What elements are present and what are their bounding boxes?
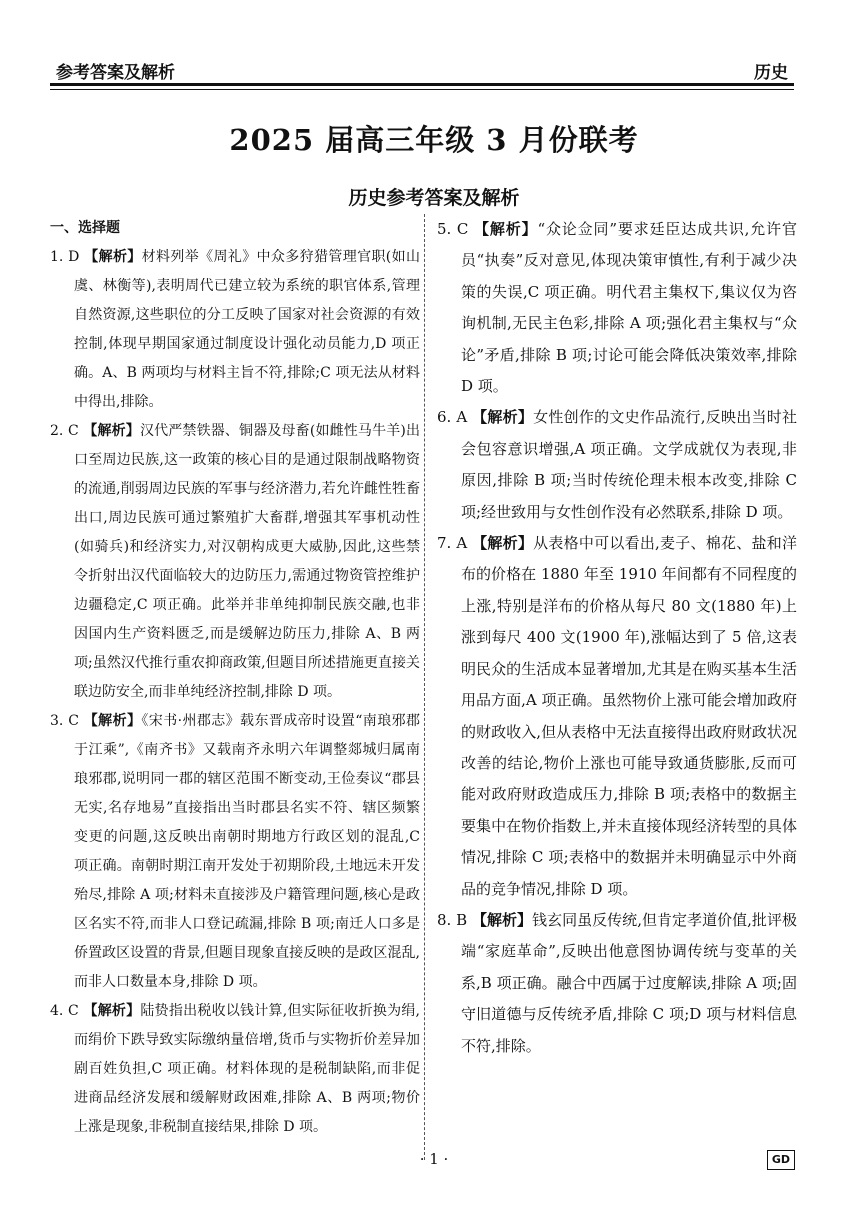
- question-6: 6. A 【解析】女性创作的文史作品流行,反映出当时社会包容意识增强,A 项正确。文学成就仅为表现,非原因,排除 B 项;当时传统伦理未根本改变,排除 C 项;经世致用与女性创作没有必然联系,排除 D 项。: [437, 408, 797, 521]
- region-badge: GD: [767, 1150, 795, 1170]
- column-divider: [424, 214, 425, 1160]
- header-doc-type: 参考答案及解析: [56, 63, 175, 83]
- question-1: 1. D 【解析】材料列举《周礼》中众多狩猎管理官职(如山虞、林衡等),表明周代已建立较为系统的职官体系,管理自然资源,这些职位的分工反映了国家对社会资源的有效控制,体现早期国家通过制度设计强化动员能力,D 项正确。A、B 两项均与材料主旨不符,排除;C 项无法从材料中得出,排除。: [50, 249, 420, 410]
- header-rule-thin: [50, 89, 794, 90]
- left-column: [50, 214, 420, 1142]
- header-subject: 历史: [754, 63, 788, 83]
- question-2: 2. C 【解析】汉代严禁铁器、铜器及母畜(如雌性马牛羊)出口至周边民族,这一政策的核心目的是通过限制战略物资的流通,削弱周边民族的军事与经济潜力,若允许雌性牲畜出口,周边民族可通过繁殖扩大畜群,增强其军事机动性(如骑兵)和经济实力,对汉朝构成更大威胁,因此,这些禁令折射出汉代面临较大的边防压力,需通过物资管控维护边疆稳定,C 项正确。此举并非单纯抑制民族交融,也非因国内生产资料匮乏,而是缓解边防压力,排除 A、B 两项;虽然汉代推行重农抑商政策,但题目所述措施更直接关联边防安全,而非单纯经济控制,排除 D 项。: [50, 423, 420, 700]
- header-rule: [50, 83, 794, 86]
- question-7: 7. A 【解析】从表格中可以看出,麦子、棉花、盐和洋布的价格在 1880 年至 1910 年间都有不同程度的上涨,特别是洋布的价格从每尺 80 文(1880 年)上涨到每尺 400 文(1900 年),涨幅达到了 5 倍,这表明民众的生活成本显著增加,尤其是在购买基本生活用品方面,A 项正确。虽然物价上涨可能会增加政府的财政收入,但从表格中无法直接得出政府财政状况改善的结论,物价上涨也可能导致通货膨胀,反而可能对政府财政造成压力,排除 B 项;表格中的数据主要集中在物价指数上,并未直接体现经济转型的具体情况,排除 C 项;表格中的数据并未明确显示中外商品的竞争情况,排除 D 项。: [437, 534, 797, 898]
- page-title: 2025 届高三年级 3 月份联考: [229, 123, 639, 157]
- question-4: 4. C 【解析】陆贽指出税收以钱计算,但实际征收折换为绢,而绢价下跌导致实际缴纳量倍增,货币与实物折价差异加剧百姓负担,C 项正确。材料体现的是税制缺陷,而非促进商品经济发展和缓解财政困难,排除 A、B 两项;物价上涨是现象,非税制直接结果,排除 D 项。: [50, 1003, 421, 1135]
- section-heading: 一、选择题: [50, 220, 120, 236]
- right-column: [437, 214, 797, 1062]
- page-number: · 1 ·: [419, 1150, 449, 1168]
- question-3: 3. C 【解析】《宋书·州郡志》载东晋成帝时设置“南琅邪郡于江乘”,《南齐书》又载南齐永明六年调整郯城归属南琅邪郡,说明同一郡的辖区范围不断变动,王俭奏议“郡县无实,名存地易”直接指出当时郡县名实不符、辖区频繁变更的问题,这反映出南朝时期地方行政区划的混乱,C 项正确。南朝时期江南开发处于初期阶段,土地远未开发殆尽,排除 A 项;材料未直接涉及户籍管理问题,核心是政区名实不符,而非人口登记疏漏,排除 B 项;南迁人口多是侨置政区设置的背景,但题目现象直接反映的是政区混乱,而非人口数量本身,排除 D 项。: [50, 713, 421, 990]
- question-5: 5. C 【解析】“众论佥同”要求廷臣达成共识,允许官员“执奏”反对意见,体现决策审慎性,有利于减少决策的失误,C 项正确。明代君主集权下,集议仅为咨询机制,无民主色彩,排除 A 项;强化君主集权与“众论”矛盾,排除 B 项;讨论可能会降低决策效率,排除 D 项。: [437, 220, 797, 396]
- question-8: 8. B 【解析】钱玄同虽反传统,但肯定孝道价值,批评极端“家庭革命”,反映出他意图协调传统与变革的关系,B 项正确。融合中西属于过度解读,排除 A 项;固守旧道德与反传统矛盾,排除 C 项;D 项与材料信息不符,排除。: [437, 910, 797, 1055]
- page-header: [50, 52, 794, 86]
- page-subtitle: 历史参考答案及解析: [348, 187, 520, 209]
